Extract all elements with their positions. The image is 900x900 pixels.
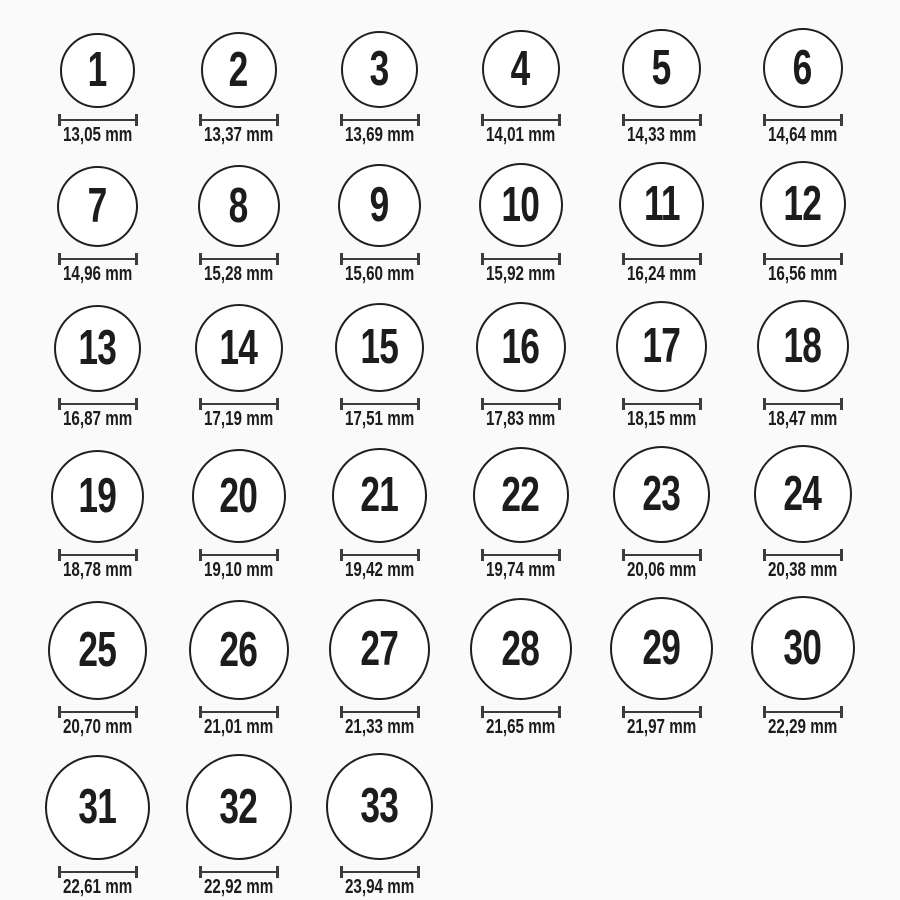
ring-size-number: 13 [78, 321, 117, 375]
ring-size-cell [27, 450, 168, 579]
ring-size-cell [732, 28, 873, 144]
measure-right-tick [135, 706, 138, 718]
diameter-label: 15,92 mm [485, 263, 556, 285]
ring-circle [616, 301, 707, 392]
measure-right-tick [417, 706, 420, 718]
ring-size-number: 1 [88, 43, 107, 97]
measure-right-tick [699, 706, 702, 718]
measure-bar [622, 258, 702, 261]
measure-bar [340, 119, 420, 122]
measure-right-tick [699, 253, 702, 265]
ring-size-number: 5 [652, 41, 671, 95]
diameter-label: 20,38 mm [767, 559, 838, 581]
diameter-label: 13,69 mm [344, 124, 415, 146]
measure-bar [340, 871, 420, 874]
ring-size-cell [591, 29, 732, 144]
ring-size-number: 17 [642, 319, 681, 373]
ring-circle [613, 446, 710, 543]
ring-size-number: 22 [501, 467, 540, 522]
ring-circle [45, 755, 150, 860]
ring-size-number: 9 [370, 178, 389, 232]
diameter-label: 17,19 mm [203, 408, 274, 430]
measure-right-tick [699, 398, 702, 410]
ring-size-number: 26 [219, 622, 258, 677]
ring-size-cell [450, 30, 591, 144]
ring-circle [201, 32, 277, 108]
ring-size-cell [591, 301, 732, 428]
ring-size-cell [309, 599, 450, 736]
diameter-label: 19,74 mm [485, 559, 556, 581]
measure-right-tick [699, 549, 702, 561]
diameter-label: 17,51 mm [344, 408, 415, 430]
diameter-label: 13,05 mm [62, 124, 133, 146]
measure-bar [199, 258, 279, 261]
measure-right-tick [135, 549, 138, 561]
measure-bar [763, 554, 843, 557]
ring-size-number: 8 [229, 178, 248, 233]
ring-circle [341, 31, 418, 108]
measure-bar [58, 871, 138, 874]
diameter-label: 14,96 mm [62, 263, 133, 285]
ring-circle [476, 302, 566, 392]
ring-size-cell [309, 448, 450, 579]
measure-right-tick [558, 706, 561, 718]
measure-right-tick [699, 114, 702, 126]
measure-bar [763, 711, 843, 714]
measure-bar [199, 403, 279, 406]
diameter-label: 18,15 mm [626, 408, 697, 430]
ring-size-cell [591, 597, 732, 736]
diameter-label: 22,29 mm [767, 716, 838, 738]
diameter-label: 16,24 mm [626, 263, 697, 285]
ring-circle [329, 599, 430, 700]
measure-right-tick [135, 114, 138, 126]
measure-right-tick [840, 549, 843, 561]
measure-bar [340, 403, 420, 406]
diameter-label: 21,65 mm [485, 716, 556, 738]
diameter-label: 22,61 mm [62, 876, 133, 898]
ring-size-cell [732, 596, 873, 736]
ring-size-number: 16 [501, 319, 540, 374]
ring-circle [326, 753, 433, 860]
measure-bar [622, 403, 702, 406]
ring-circle [622, 29, 701, 108]
ring-circle [479, 163, 563, 247]
ring-size-cell [309, 753, 450, 896]
ring-circle [338, 164, 421, 247]
ring-circle [195, 304, 283, 392]
ring-size-cell [168, 600, 309, 736]
ring-circle [198, 165, 280, 247]
ring-size-cell [732, 445, 873, 579]
ring-size-number: 3 [370, 42, 389, 96]
ring-size-number: 32 [219, 779, 258, 834]
ring-size-cell [27, 305, 168, 428]
ring-size-number: 6 [793, 40, 812, 95]
measure-right-tick [135, 253, 138, 265]
ring-circle [763, 28, 843, 108]
diameter-label: 18,47 mm [767, 408, 838, 430]
measure-bar [199, 871, 279, 874]
measure-bar [199, 711, 279, 714]
measure-right-tick [840, 706, 843, 718]
measure-bar [481, 258, 561, 261]
measure-bar [481, 119, 561, 122]
ring-circle [54, 305, 141, 392]
measure-right-tick [558, 253, 561, 265]
measure-right-tick [417, 253, 420, 265]
ring-circle [60, 33, 135, 108]
ring-size-number: 28 [501, 621, 540, 676]
diameter-label: 21,97 mm [626, 716, 697, 738]
measure-bar [622, 711, 702, 714]
measure-right-tick [417, 114, 420, 126]
ring-size-cell [450, 447, 591, 579]
ring-size-cell [27, 755, 168, 896]
ring-circle [619, 162, 704, 247]
ring-circle [473, 447, 569, 543]
measure-right-tick [276, 706, 279, 718]
ring-size-cell [168, 754, 309, 896]
diameter-label: 14,33 mm [626, 124, 697, 146]
ring-size-number: 21 [360, 468, 399, 522]
measure-bar [481, 554, 561, 557]
measure-bar [622, 554, 702, 557]
diameter-label: 16,87 mm [62, 408, 133, 430]
measure-bar [622, 119, 702, 122]
ring-circle [470, 598, 572, 700]
ring-size-cell [309, 31, 450, 144]
ring-size-number: 18 [783, 318, 822, 373]
measure-bar [481, 403, 561, 406]
measure-right-tick [135, 398, 138, 410]
ring-circle [332, 448, 427, 543]
ring-size-cell [591, 162, 732, 283]
ring-circle [189, 600, 289, 700]
diameter-label: 21,01 mm [203, 716, 274, 738]
diameter-label: 16,56 mm [767, 263, 838, 285]
ring-circle [482, 30, 560, 108]
measure-bar [763, 403, 843, 406]
measure-right-tick [135, 866, 138, 878]
ring-circle [760, 161, 846, 247]
measure-right-tick [558, 549, 561, 561]
measure-bar [340, 258, 420, 261]
ring-size-number: 15 [360, 320, 399, 374]
ring-size-number: 23 [642, 467, 681, 521]
measure-bar [58, 258, 138, 261]
diameter-label: 14,01 mm [485, 124, 556, 146]
measure-bar [58, 403, 138, 406]
measure-right-tick [276, 114, 279, 126]
ring-circle [48, 601, 147, 700]
ring-size-cell [168, 449, 309, 579]
diameter-label: 15,60 mm [344, 263, 415, 285]
ring-size-cell [168, 165, 309, 283]
ring-size-cell [27, 166, 168, 283]
ring-size-cell [27, 601, 168, 736]
measure-bar [763, 119, 843, 122]
diameter-label: 20,70 mm [62, 716, 133, 738]
diameter-label: 21,33 mm [344, 716, 415, 738]
ring-size-number: 24 [783, 466, 822, 521]
diameter-label: 22,92 mm [203, 876, 274, 898]
measure-bar [481, 711, 561, 714]
diameter-label: 20,06 mm [626, 559, 697, 581]
measure-right-tick [840, 253, 843, 265]
ring-circle [751, 596, 855, 700]
ring-size-cell [27, 33, 168, 144]
ring-size-cell [450, 163, 591, 283]
ring-size-number: 14 [219, 320, 258, 375]
ring-size-cell [450, 598, 591, 736]
measure-right-tick [276, 549, 279, 561]
ring-size-cell [168, 304, 309, 428]
measure-bar [58, 554, 138, 557]
ring-size-number: 33 [360, 779, 399, 833]
ring-circle [335, 303, 424, 392]
ring-size-cell [450, 302, 591, 428]
diameter-label: 14,64 mm [767, 124, 838, 146]
diameter-label: 19,10 mm [203, 559, 274, 581]
ring-size-cell [168, 32, 309, 144]
measure-right-tick [276, 866, 279, 878]
measure-bar [58, 119, 138, 122]
ring-size-cell [309, 164, 450, 283]
ring-size-cell [309, 303, 450, 428]
ring-size-number: 20 [219, 468, 258, 523]
measure-right-tick [417, 866, 420, 878]
measure-right-tick [558, 398, 561, 410]
measure-right-tick [840, 398, 843, 410]
measure-right-tick [558, 114, 561, 126]
diameter-label: 18,78 mm [62, 559, 133, 581]
ring-size-number: 30 [783, 620, 822, 675]
ring-circle [754, 445, 852, 543]
ring-circle [186, 754, 292, 860]
measure-bar [199, 554, 279, 557]
measure-right-tick [276, 398, 279, 410]
ring-size-number: 7 [88, 179, 107, 233]
diameter-label: 13,37 mm [203, 124, 274, 146]
diameter-label: 17,83 mm [485, 408, 556, 430]
ring-size-number: 19 [78, 469, 117, 523]
ring-size-number: 4 [511, 41, 530, 96]
measure-right-tick [840, 114, 843, 126]
ring-size-number: 10 [501, 177, 540, 232]
ring-size-cell [732, 161, 873, 283]
diameter-label: 19,42 mm [344, 559, 415, 581]
ring-circle [192, 449, 286, 543]
ring-size-number: 27 [360, 622, 399, 676]
ring-circle [757, 300, 849, 392]
measure-right-tick [417, 398, 420, 410]
measure-bar [340, 554, 420, 557]
ring-size-number: 2 [229, 42, 248, 97]
ring-size-number: 12 [783, 176, 822, 231]
measure-bar [199, 119, 279, 122]
ring-size-number: 31 [78, 780, 117, 834]
measure-bar [340, 711, 420, 714]
ring-circle [610, 597, 713, 700]
ring-size-number: 29 [642, 621, 681, 675]
ring-size-cell [591, 446, 732, 579]
ring-size-cell [732, 300, 873, 428]
diameter-label: 15,28 mm [203, 263, 274, 285]
ring-circle [57, 166, 138, 247]
measure-bar [58, 711, 138, 714]
ring-size-number: 25 [78, 623, 117, 677]
measure-right-tick [276, 253, 279, 265]
measure-bar [763, 258, 843, 261]
ring-circle [51, 450, 144, 543]
measure-right-tick [417, 549, 420, 561]
diameter-label: 23,94 mm [344, 876, 415, 898]
ring-size-number: 11 [643, 177, 680, 231]
